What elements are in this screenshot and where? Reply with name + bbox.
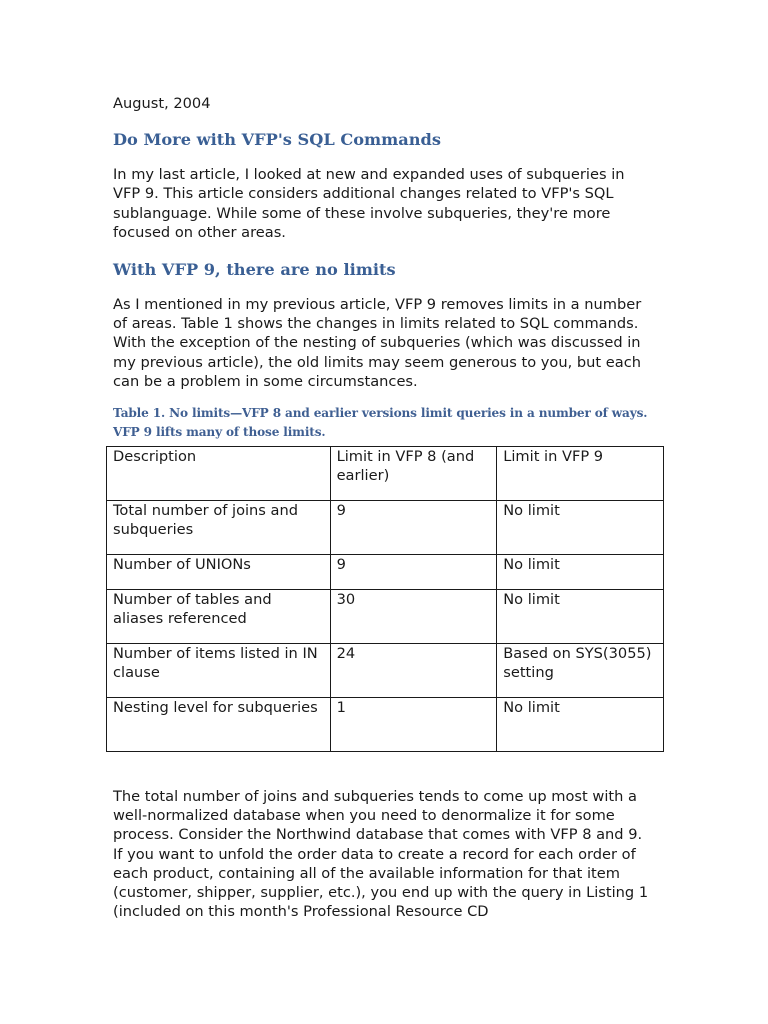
cell-description: Nesting level for subqueries [107, 698, 331, 752]
section-paragraph: As I mentioned in my previous article, VFP 9 removes limits in a number of areas. Table 1 shows the changes in limits related to SQL commands. With the exception of the nesting of subqueries (which was discussed in my previous article), the old limits may seem generous to you, but each can be a problem in some circumstances. [113, 296, 642, 390]
cell-limit-vfp8: 1 [330, 698, 497, 752]
table-row [107, 555, 664, 590]
header-limit-vfp9: Limit in VFP 9 [497, 447, 664, 501]
table-header-row [107, 447, 664, 501]
cell-description: Number of UNIONs [107, 555, 331, 590]
cell-description: Number of tables and aliases referenced [107, 590, 331, 644]
cell-limit-vfp9: No limit [497, 555, 664, 590]
cell-limit-vfp9: No limit [497, 590, 664, 644]
table-row [107, 644, 664, 698]
cell-limit-vfp9: No limit [497, 501, 664, 555]
limits-table [106, 446, 664, 752]
table-row [107, 590, 664, 644]
section-heading: With VFP 9, there are no limits [113, 260, 396, 280]
header-limit-vfp8: Limit in VFP 8 (and earlier) [330, 447, 497, 501]
table-caption: Table 1. No limits—VFP 8 and earlier versions limit queries in a number of ways. VFP 9 lifts many of those limits. [113, 406, 648, 440]
cell-limit-vfp8: 9 [330, 501, 497, 555]
cell-description: Number of items listed in IN clause [107, 644, 331, 698]
cell-limit-vfp9: Based on SYS(3055) setting [497, 644, 664, 698]
article-title: Do More with VFP's SQL Commands [113, 130, 441, 150]
cell-limit-vfp8: 30 [330, 590, 497, 644]
cell-description: Total number of joins and subqueries [107, 501, 331, 555]
cell-limit-vfp9: No limit [497, 698, 664, 752]
document-page [113, 92, 653, 921]
table-row [107, 698, 664, 752]
closing-paragraph: The total number of joins and subqueries tends to come up most with a well-normalized database when you need to denormalize it for some process. Consider the Northwind database that comes with VFP 8 and 9. If you want to unfold the order data to create a record for each order of each product, containing all of the available information for that item (customer, shipper, supplier, etc.), you end up with the query in Listing 1 (included on this month's Professional Resource CD [113, 788, 649, 921]
header-description: Description [107, 447, 331, 501]
intro-paragraph: In my last article, I looked at new and expanded uses of subqueries in VFP 9. This article considers additional changes related to VFP's SQL sublanguage. While some of these involve subqueries, they're more focused on other areas. [113, 166, 625, 241]
article-date: August, 2004 [113, 95, 211, 112]
cell-limit-vfp8: 24 [330, 644, 497, 698]
cell-limit-vfp8: 9 [330, 555, 497, 590]
table-row [107, 501, 664, 555]
